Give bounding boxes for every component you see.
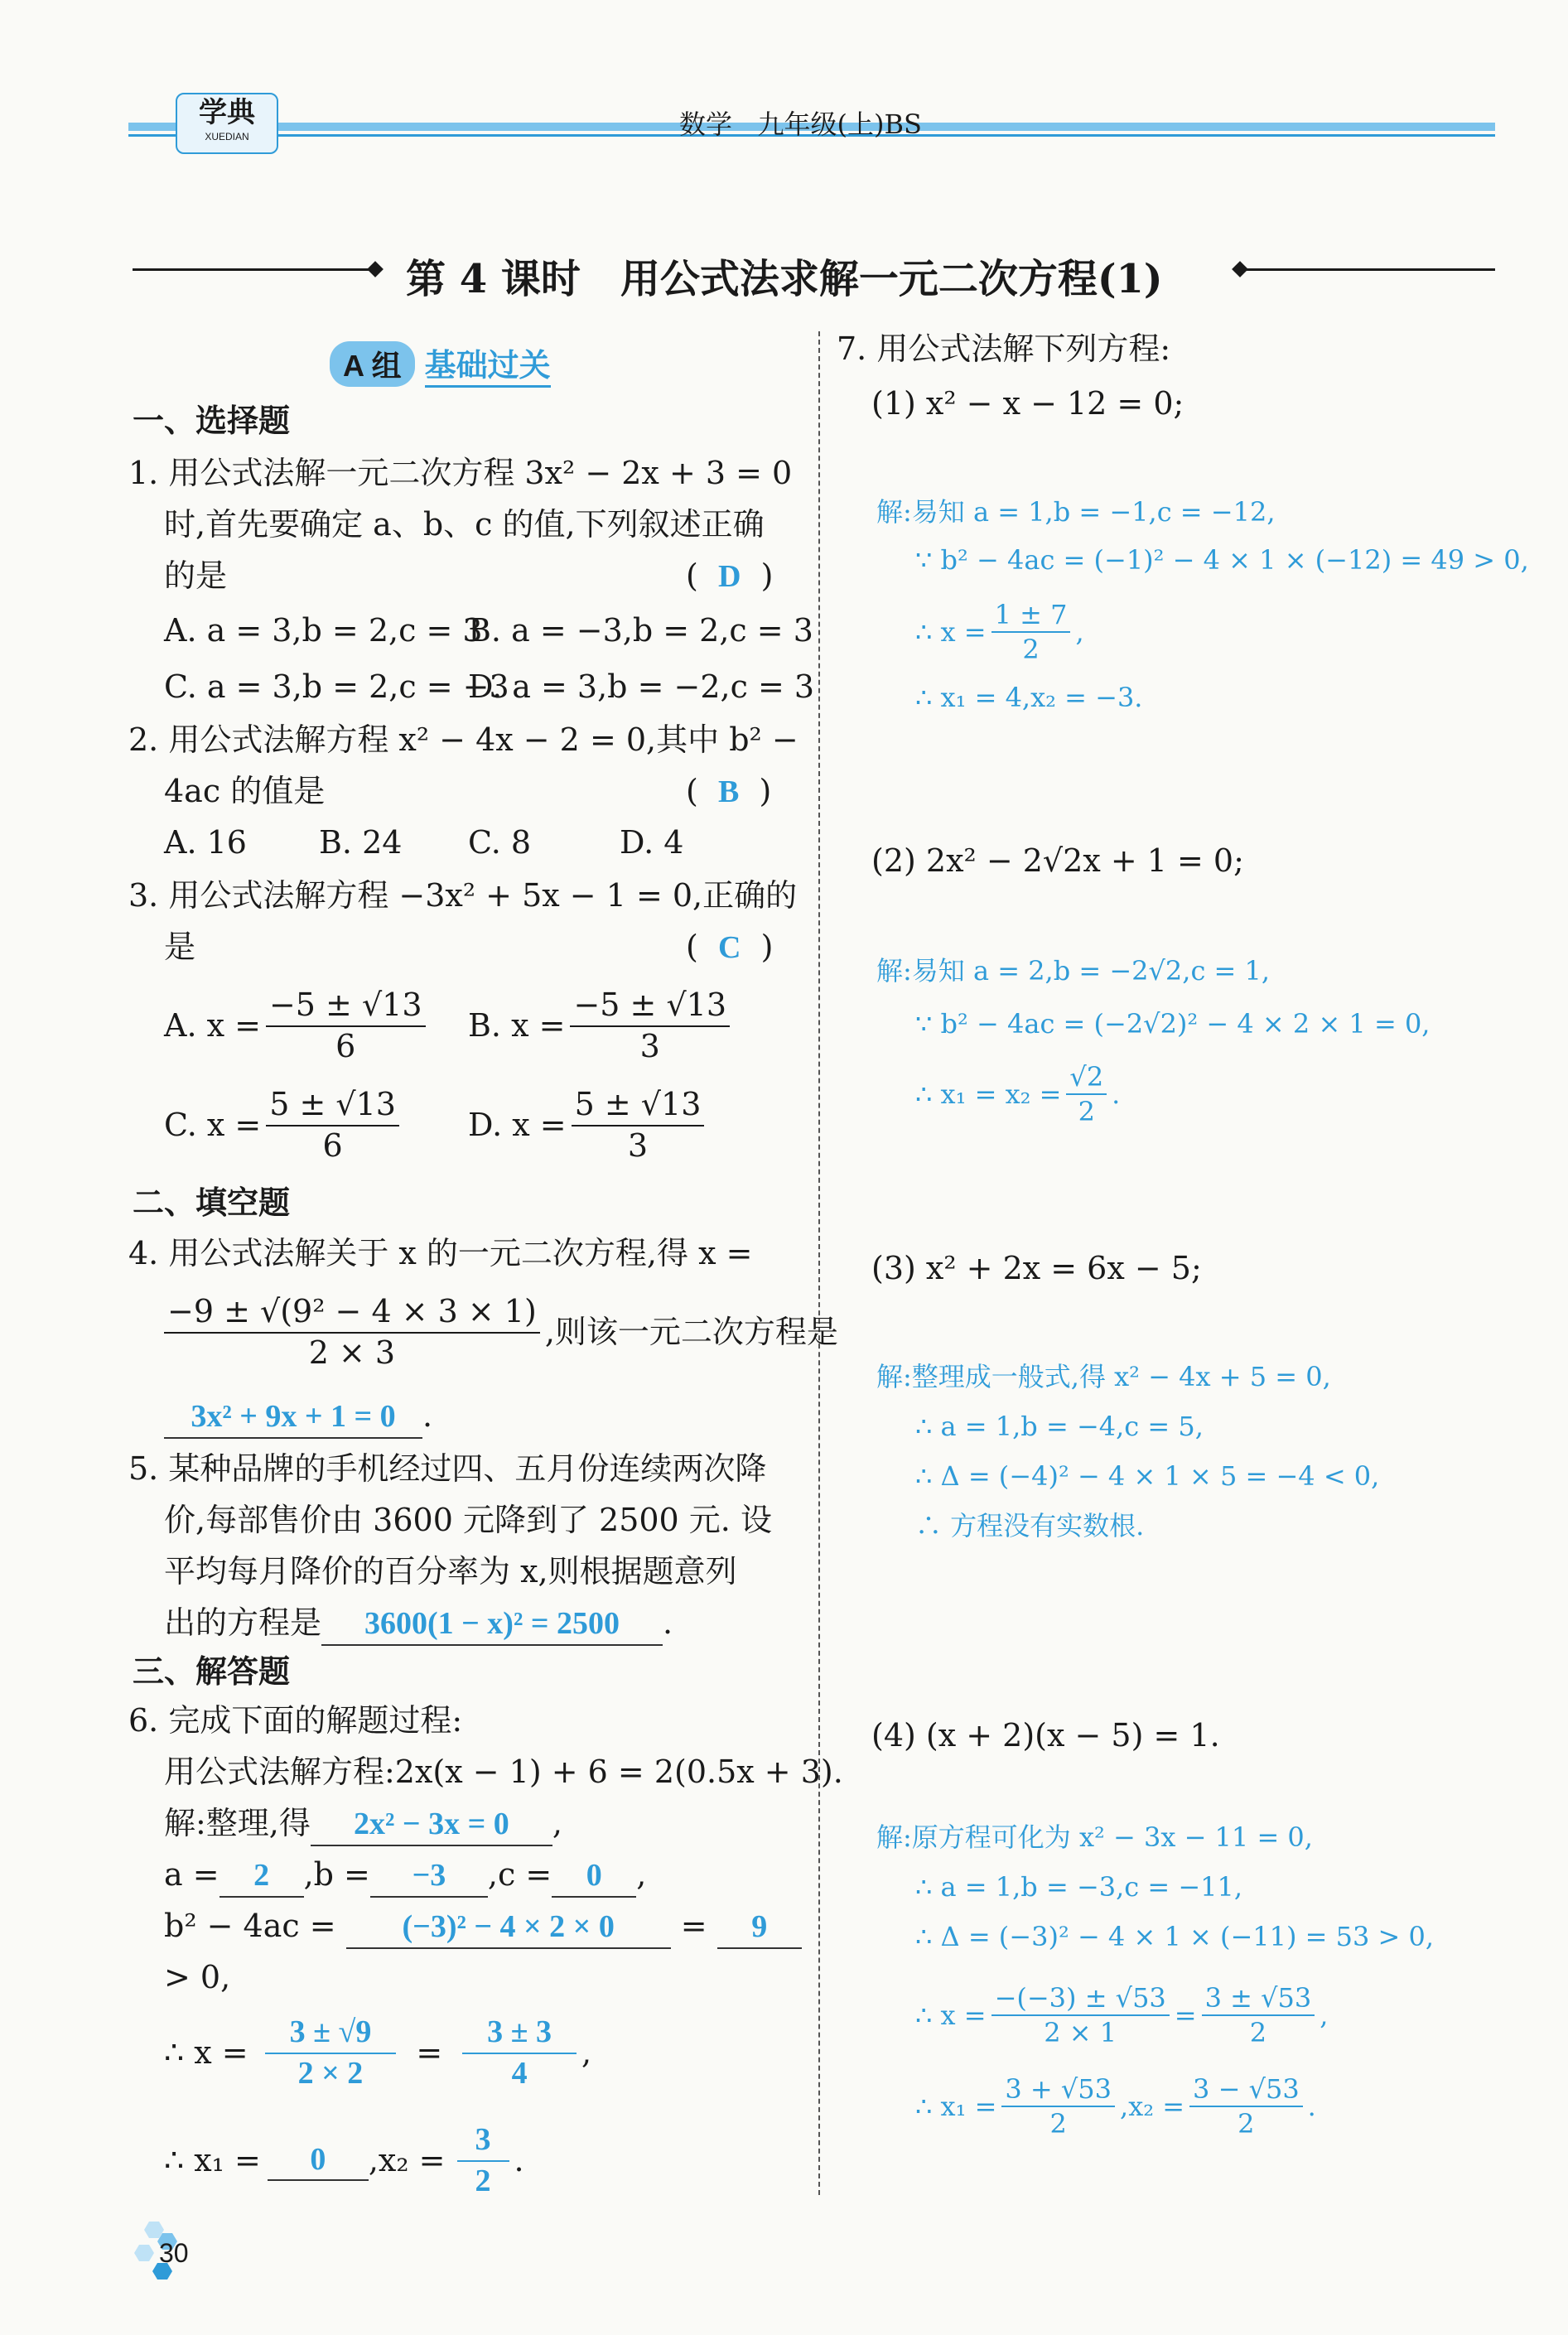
q7-p1-fraction	[991, 598, 1071, 666]
q7-p3-step2: ∴ a = 1,b = −4,c = 5,	[915, 1411, 1204, 1442]
q7-p2-fraction	[1066, 1060, 1107, 1128]
q3-option-c-fraction	[266, 1085, 399, 1165]
q7-p4-x1-den: 2	[1049, 2108, 1067, 2140]
q3-option-c-den: 6	[322, 1126, 343, 1164]
q7-p1-step4: ∴ x₁ = 4,x₂ = −3.	[915, 682, 1143, 713]
q4-answer-blank: 3x² + 9x + 1 = 0 .	[164, 1397, 432, 1439]
q6-x2-root-fraction	[457, 2120, 509, 2201]
q5-line4-text: 出的方程是	[164, 1604, 322, 1641]
q3-option-d-prefix: D. x =	[468, 1106, 567, 1143]
q3-option-a-num: −5 ± √13	[266, 986, 426, 1027]
q7-p2-den: 2	[1078, 1096, 1095, 1127]
q3-option-b-fraction	[570, 986, 730, 1066]
header-subject: 数学	[679, 109, 733, 140]
q5-line1: 5. 某种品牌的手机经过四、五月份连续两次降	[128, 1450, 767, 1487]
q7-p4-x2-den: 2	[1238, 2108, 1255, 2140]
q7-p1-den: 2	[1022, 634, 1040, 665]
q4-answer: 3x² + 9x + 1 = 0	[164, 1397, 422, 1439]
q7-p3-step4: ∴ 方程没有实数根.	[915, 1510, 1145, 1541]
q7-p3-step1: 解:整理成一般式,得 x² − 4x + 5 = 0,	[876, 1361, 1331, 1392]
page-title: 第 4 课时 用公式法求解一元二次方程(1)	[406, 256, 1163, 302]
q7-p4-equation: (4) (x + 2)(x − 5) = 1.	[871, 1717, 1220, 1754]
q2-option-a: A. 16	[164, 824, 247, 861]
q7-p4-x1-fraction	[1001, 2072, 1115, 2140]
q6-line2: 用公式法解方程:2x(x − 1) + 6 = 2(0.5x + 3).	[164, 1754, 843, 1790]
q3-option-b	[468, 986, 735, 1066]
q7-p3-equation: (3) x² + 2x = 6x − 5;	[871, 1250, 1202, 1286]
q7-p1-x-label: ∴ x =	[915, 616, 987, 648]
q2-option-b: B. 24	[319, 824, 403, 861]
q5-line3: 平均每月降价的百分率为 x,则根据题意列	[164, 1553, 737, 1590]
q4-line1: 4. 用公式法解关于 x 的一元二次方程,得 x =	[128, 1235, 753, 1271]
q7-p4-num1: −(−3) ± √53	[991, 1981, 1170, 2016]
q3-option-c-prefix: C. x =	[164, 1106, 262, 1143]
q6-c-value: 0	[552, 1856, 636, 1898]
q6-disc-value: 9	[717, 1908, 802, 1949]
q6-line3: 解:整理,得 2x² − 3x = 0 ,	[164, 1804, 562, 1846]
q7-p2-step2: ∵ b² − 4ac = (−2√2)² − 4 × 2 × 1 = 0,	[915, 1008, 1430, 1040]
q6-a-value: 2	[220, 1856, 304, 1898]
group-badge-label: A 组	[330, 341, 415, 387]
page-number: 30	[159, 2238, 189, 2268]
q1-option-b: B. a = −3,b = 2,c = 3	[468, 612, 813, 649]
q4-line2: ,则该一元二次方程是	[544, 1313, 838, 1350]
q3-option-d-den: 3	[627, 1126, 649, 1164]
q4-num: −9 ± √(9² − 4 × 3 × 1)	[164, 1292, 540, 1334]
q6-b-label: ,b =	[303, 1856, 370, 1893]
section-choice: 一、选择题	[133, 402, 291, 439]
section-answer: 三、解答题	[133, 1652, 291, 1690]
q6-x2-root-num: 3	[457, 2120, 509, 2162]
q6-roots: ∴ x₁ = 0 ,x₂ = $\frac{3}{2}$ .	[164, 2120, 524, 2201]
q3-option-a-den: 6	[335, 1027, 356, 1064]
title-rule-right	[1242, 268, 1495, 271]
q3-option-a-prefix: A. x =	[164, 1006, 261, 1044]
column-divider	[818, 331, 820, 2195]
q7-p4-step1: 解:原方程可化为 x² − 3x − 11 = 0,	[876, 1821, 1313, 1853]
q5-line4: 出的方程是 3600(1 − x)² = 2500 .	[164, 1604, 673, 1646]
q7-p1-step3: ∴ x = $\frac{1 \pm 7}{2}$ ,	[915, 599, 1084, 665]
q1-answer-value: D	[717, 559, 741, 594]
q3-option-c-num: 5 ± √13	[266, 1085, 399, 1126]
q3-answer-value: C	[717, 930, 741, 965]
q1-option-a: A. a = 3,b = 2,c = 3	[164, 612, 483, 649]
q7-p2-step1: 解:易知 a = 2,b = −2√2,c = 1,	[876, 955, 1271, 987]
q6-line1: 6. 完成下面的解题过程:	[128, 1702, 463, 1739]
header-subject-grade	[679, 108, 922, 141]
q6-disc-eq: =	[680, 1908, 707, 1944]
q7-p4-step2: ∴ a = 1,b = −3,c = −11,	[915, 1871, 1243, 1903]
q7-p4-den1: 2 × 1	[1044, 2017, 1117, 2048]
logo-cn: 学典	[199, 96, 255, 129]
q7-p1-step2: ∵ b² − 4ac = (−1)² − 4 × 1 × (−12) = 49 > 0,	[915, 544, 1529, 576]
q6-x2-root-den: 2	[475, 2163, 491, 2198]
q1-option-d: D. a = 3,b = −2,c = 3	[468, 668, 815, 705]
q7-p4-num2: 3 ± √53	[1202, 1981, 1315, 2016]
q3-option-c	[164, 1085, 404, 1165]
title-rule-left	[133, 268, 373, 271]
q1-option-c: C. a = 3,b = 2,c = −3	[164, 668, 509, 705]
q4-formula	[164, 1292, 838, 1373]
q3-option-a	[164, 986, 431, 1066]
q3-option-d	[468, 1085, 709, 1165]
q2-option-d: D. 4	[620, 824, 684, 861]
q6-x-num: 3 ± √9	[265, 2013, 397, 2054]
q1-answer: ( D )	[686, 557, 774, 594]
q7-p4-fraction2	[1202, 1981, 1315, 2049]
q7-p2-x-label: ∴ x₁ = x₂ =	[915, 1078, 1062, 1110]
q6-x1-value: 0	[268, 2140, 369, 2182]
q3-option-a-fraction	[266, 986, 426, 1066]
q7-p4-x1-num: 3 + √53	[1001, 2072, 1115, 2107]
q1-line2: 时,首先要确定 a、b、c 的值,下列叙述正确	[164, 506, 765, 543]
q6-x-formula: ∴ x = $\frac{3 \pm √9}{2 \times 2}$ = $\frac{3 \pm 3}{4}$ ,	[164, 2013, 591, 2093]
q6-x2-den: 4	[511, 2055, 528, 2091]
q7-p4-step5: ∴ x₁ = $\frac{3 + √53}{2}$ ,x₂ = $\frac{3 - √53}{2}$ .	[915, 2073, 1316, 2140]
q3-option-b-num: −5 ± √13	[570, 986, 730, 1027]
q7-p4-step4: ∴ x = $\frac{-(-3) \pm √53}{2 \times 1}$ = $\frac{3 \pm √53}{2}$ ,	[915, 1982, 1329, 2048]
q6-disc-expr: (−3)² − 4 × 2 × 0	[346, 1908, 671, 1949]
q6-disc-label: b² − 4ac =	[164, 1908, 336, 1944]
q2-answer: ( B )	[686, 773, 772, 809]
q3-option-b-den: 3	[639, 1027, 660, 1064]
q7-p4-x2-num: 3 − √53	[1189, 2072, 1303, 2107]
q2-line1: 2. 用公式法解方程 x² − 4x − 2 = 0,其中 b² −	[128, 721, 798, 758]
q7-p1-step1: 解:易知 a = 1,b = −1,c = −12,	[876, 496, 1276, 528]
group-name: 基础过关	[425, 340, 551, 388]
q7-p4-fraction1	[991, 1981, 1170, 2049]
q6-x2-fraction	[462, 2013, 577, 2093]
q4-fraction	[164, 1292, 540, 1373]
q6-discriminant	[164, 1907, 802, 1949]
logo	[176, 93, 278, 154]
q1-line1: 1. 用公式法解一元二次方程 3x² − 2x + 3 = 0	[128, 455, 793, 491]
q7-p2-num: √2	[1066, 1060, 1107, 1095]
q6-x2-num: 3 ± 3	[462, 2013, 577, 2054]
q5-answer: 3600(1 − x)² = 2500	[321, 1604, 663, 1646]
q7-p2-step3: ∴ x₁ = x₂ = $\frac{√2}{2}$ .	[915, 1061, 1121, 1127]
q6-line3-text: 解:整理,得	[164, 1805, 311, 1841]
title-diamond-left	[367, 261, 384, 277]
q6-x1-label: ∴ x₁ =	[164, 2141, 261, 2178]
q7-p4-x2-label: ,x₂ =	[1120, 2091, 1185, 2122]
q7-p2-equation: (2) 2x² − 2√2x + 1 = 0;	[871, 842, 1244, 879]
q6-c-label: ,c =	[487, 1856, 552, 1893]
q7-p1-equation: (1) x² − x − 12 = 0;	[871, 385, 1184, 422]
q7-title: 7. 用公式法解下列方程:	[837, 330, 1171, 367]
group-badge	[330, 340, 551, 388]
q7-p4-den2: 2	[1249, 2017, 1267, 2048]
q6-b-value: −3	[370, 1856, 488, 1898]
q7-p3-step3: ∴ Δ = (−4)² − 4 × 1 × 5 = −4 < 0,	[915, 1460, 1380, 1492]
q6-x-fraction	[265, 2013, 397, 2093]
q2-option-c: C. 8	[468, 824, 532, 861]
q6-x-label: ∴ x =	[164, 2033, 248, 2071]
q6-a-label: a =	[164, 1856, 220, 1893]
q4-den: 2 × 3	[308, 1334, 396, 1371]
q7-p4-x-label: ∴ x =	[915, 2000, 987, 2031]
q7-p1-num: 1 ± 7	[991, 598, 1071, 633]
q6-answer-equation: 2x² − 3x = 0	[311, 1805, 552, 1846]
q6-x-den: 2 × 2	[297, 2055, 364, 2091]
q6-x2-label: ,x₂ =	[368, 2141, 446, 2178]
q3-line2: 是	[164, 929, 196, 965]
q3-answer: ( C )	[686, 929, 774, 965]
q1-line3: 的是	[164, 557, 228, 594]
q2-line2: 4ac 的值是	[164, 773, 326, 809]
q7-p4-x1-label: ∴ x₁ =	[915, 2091, 997, 2122]
q7-p4-x2-fraction	[1189, 2072, 1303, 2140]
section-fill: 二、填空题	[133, 1184, 291, 1221]
logo-en: XUEDIAN	[205, 131, 249, 142]
q2-answer-value: B	[717, 774, 740, 809]
q3-option-d-fraction	[572, 1085, 705, 1165]
q6-gt: > 0,	[164, 1959, 231, 1995]
q5-line2: 价,每部售价由 3600 元降到了 2500 元. 设	[164, 1502, 772, 1538]
q7-p4-step3: ∴ Δ = (−3)² − 4 × 1 × (−11) = 53 > 0,	[915, 1921, 1435, 1952]
q3-option-d-num: 5 ± √13	[572, 1085, 705, 1126]
q6-abc: a = 2 ,b = −3 ,c = 0 ,	[164, 1855, 646, 1898]
header-grade: 九年级(上)BS	[757, 109, 922, 140]
q3-line1: 3. 用公式法解方程 −3x² + 5x − 1 = 0,正确的	[128, 877, 798, 914]
q3-option-b-prefix: B. x =	[468, 1006, 566, 1044]
